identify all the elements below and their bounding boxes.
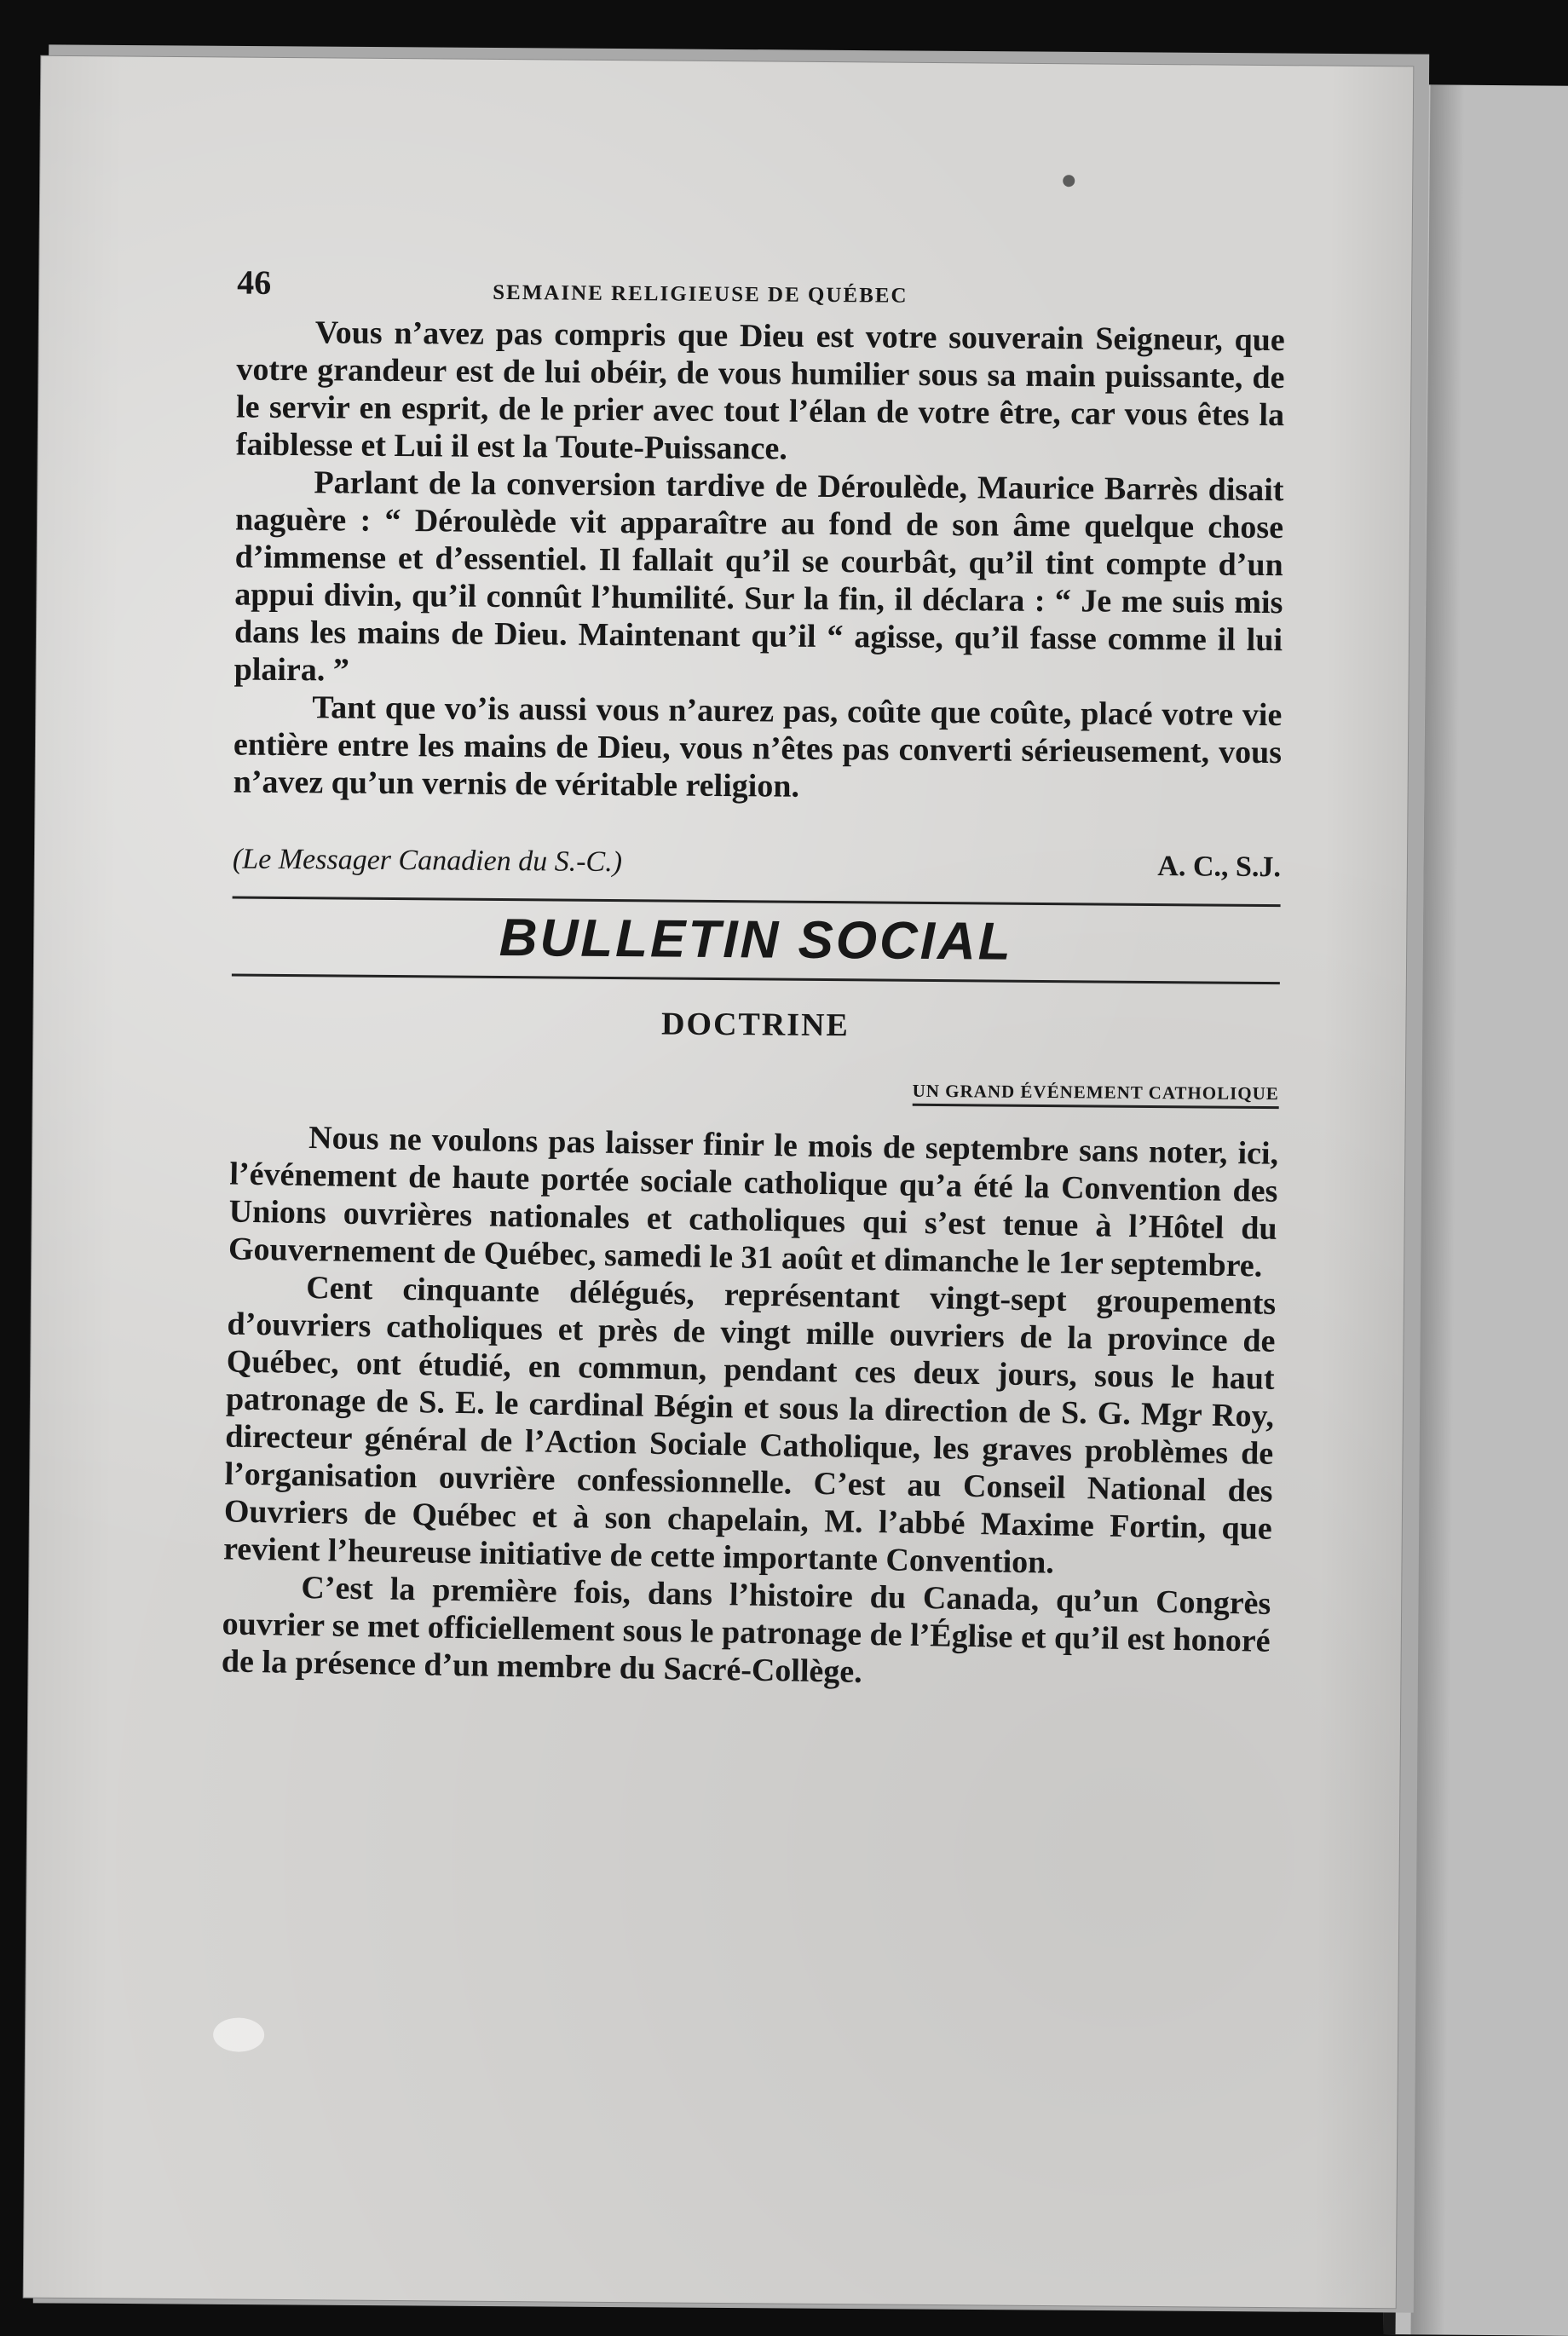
page-content [221,262,1285,1690]
article-paragraph: Vous n’avez pas compris que Dieu est votre souverain Seigneur, que votre grandeur est de lui obéir, de vous humilier sous sa main puissante, de le servir en esprit, de le prier avec tout l’élan de votre être, car vous êtes la faiblesse et Lui il est la Toute-Puissance. [235,314,1285,467]
article-paragraph: Tant que vo’is aussi vous n’aurez pas, coûte que coûte, placé votre vie entière entre les mains de Dieu, vous n’êtes pas converti sérieusement, vous n’avez qu’un vernis de véritable religion. [233,689,1283,805]
journal-title: SEMAINE RELIGIEUSE DE QUÉBEC [493,280,908,308]
paper-spot [213,2017,264,2051]
running-head [237,262,1285,322]
source-citation: (Le Messager Canadien du S.-C.) [232,843,623,879]
article-paragraph: Parlant de la conversion tardive de Déroulède, Maurice Barrès disait naguère : “ Déroulède vit apparaître au fond de son âme quelque chose d’immense et d’essentiel. Il fallait qu’il se courbât, qu’il tint compte d’un appui divin, qu’il connût l’humilité. Sur la fin, il déclara : “ Je me suis mis dans les mains de Dieu. Maintenant qu’il “ agisse, qu’il fasse comme il lui plaira. ” [233,464,1284,689]
page-number: 46 [237,262,272,302]
bulletin-body [222,1118,1279,1698]
subsection-title-text: UN GRAND ÉVÉNEMENT CATHOLIQUE [913,1081,1279,1109]
scanned-page [24,56,1414,2309]
article-end [233,314,1285,905]
section-title: DOCTRINE [660,1006,850,1044]
bulletin-title: BULLETIN SOCIAL [499,908,1013,972]
bulletin-paragraph: C’est la première fois, dans l’histoire du Canada, qu’un Congrès ouvrier se met officiellement sous le patronage de l’Église et qu’il est honoré de la présence d’un membre du Sacré-Collège. [221,1569,1271,1690]
subsection-title [231,1076,1279,1110]
author-signature: A. C., S.J. [1157,851,1282,884]
bulletin-paragraph: Cent cinquante délégués, représentant vingt-sept groupements d’ouvriers catholiques et près de vingt mille ouvriers de la province de Québec, ont étudié, en commun, pendant ces deux jours, sous le haut patronage de S. E. le cardinal Bégin et sous la direction de S. G. Mgr Roy, directeur général de l’Action Sociale Catholique, les graves problèmes de l’organisation ouvrière confessionnelle. C’est au Conseil National des Ouvriers de Québec et à son chapelain, M. l’abbé Maxime Fortin, que revient l’heureuse initiative de cette importante Convention. [222,1270,1277,1581]
bulletin-paragraph: Nous ne voulons pas laisser finir le mois de septembre sans noter, ici, l’événement de haute portée sociale catholique qu’a été la Convention des Unions ouvrières nationales et catholiques qui s’est tenue à l’Hôtel du Gouvernement de Québec, samedi le 31 août et dimanche le 1er septembre. [228,1120,1279,1284]
attribution-row [233,844,1281,905]
ink-speck [1063,175,1075,187]
